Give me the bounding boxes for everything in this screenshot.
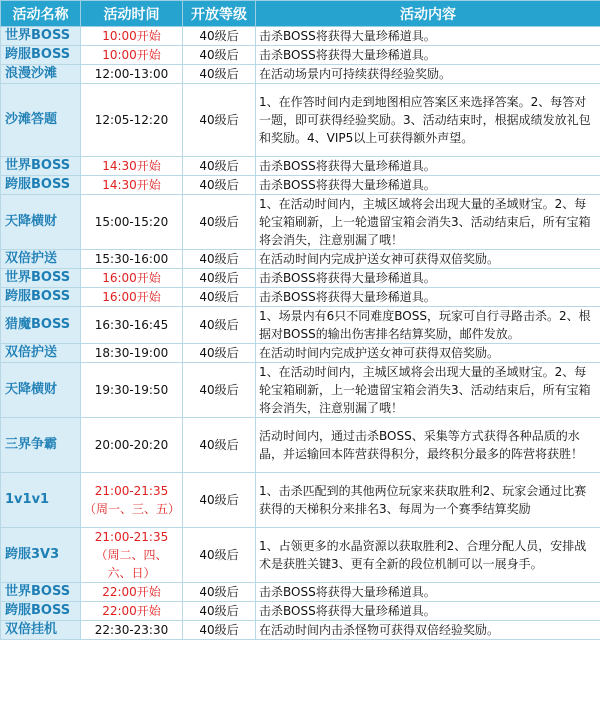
table-row: [1, 583, 600, 602]
activity-content-cell: 击杀BOSS将获得大量珍稀道具。: [256, 269, 600, 288]
activity-name-cell: 跨服BOSS: [1, 176, 81, 195]
header-activity-name: 活动名称: [1, 1, 81, 27]
table-row: [1, 307, 600, 344]
table-row: [1, 250, 600, 269]
activity-time-cell: 18:30-19:00: [81, 344, 183, 363]
table-row: [1, 621, 600, 640]
table-row: [1, 344, 600, 363]
activity-content-cell: 1、在作答时间内走到地图相应答案区来选择答案。2、每答对一题，即可获得经验奖励。3、活动结束时，根据成绩发放礼包和奖励。4、VIP5以上可获得额外声望。: [256, 84, 600, 157]
activity-name-cell: 双倍护送: [1, 344, 81, 363]
activity-content-cell: 击杀BOSS将获得大量珍稀道具。: [256, 46, 600, 65]
activity-content-cell: 1、在活动时间内，主城区域将会出现大量的圣域财宝。2、每轮宝箱刷新，上一轮遗留宝箱会消失3、活动结束后，所有宝箱将会消失，注意别漏了哦！: [256, 195, 600, 250]
activity-name-cell: 三界争霸: [1, 418, 81, 473]
table-row: [1, 176, 600, 195]
activity-name-cell: 世界BOSS: [1, 157, 81, 176]
activity-time-cell: 14:30开始: [81, 157, 183, 176]
table-row: [1, 27, 600, 46]
activity-content-cell: 活动时间内，通过击杀BOSS、采集等方式获得各种品质的水晶，并运输回本阵营获得积分，最终积分最多的阵营将获胜！: [256, 418, 600, 473]
activity-content-cell: 1、在活动时间内，主城区域将会出现大量的圣域财宝。2、每轮宝箱刷新，上一轮遗留宝箱会消失3、活动结束后，所有宝箱将会消失，注意别漏了哦！: [256, 363, 600, 418]
table-row: [1, 473, 600, 528]
activity-name-cell: 猎魔BOSS: [1, 307, 81, 344]
activity-content-cell: 击杀BOSS将获得大量珍稀道具。: [256, 288, 600, 307]
open-level-cell: 40级后: [183, 269, 256, 288]
table-header-row: [1, 1, 600, 27]
activity-time-cell: 14:30开始: [81, 176, 183, 195]
activity-content-cell: 1、占领更多的水晶资源以获取胜利2、合理分配人员，安排战术是获胜关键3、更有全新的段位机制可以一展身手。: [256, 528, 600, 583]
activity-name-cell: 跨服BOSS: [1, 602, 81, 621]
open-level-cell: 40级后: [183, 473, 256, 528]
activity-content-cell: 1、场景内有6只不同难度BOSS，玩家可自行寻路击杀。2、根据对BOSS的输出伤害排名结算奖励，邮件发放。: [256, 307, 600, 344]
header-activity-time: 活动时间: [81, 1, 183, 27]
activity-name-cell: 跨服BOSS: [1, 288, 81, 307]
activity-content-cell: 击杀BOSS将获得大量珍稀道具。: [256, 157, 600, 176]
activity-name-cell: 天降横财: [1, 363, 81, 418]
activity-time-cell: 22:00开始: [81, 602, 183, 621]
activity-name-cell: 跨服3V3: [1, 528, 81, 583]
activity-content-cell: 击杀BOSS将获得大量珍稀道具。: [256, 583, 600, 602]
table-row: [1, 46, 600, 65]
table-row: [1, 195, 600, 250]
activity-time-cell: 22:00开始: [81, 583, 183, 602]
activity-time-cell: 10:00开始: [81, 46, 183, 65]
open-level-cell: 40级后: [183, 176, 256, 195]
header-open-level: 开放等级: [183, 1, 256, 27]
header-activity-content: 活动内容: [256, 1, 600, 27]
table-row: [1, 418, 600, 473]
activity-content-cell: 击杀BOSS将获得大量珍稀道具。: [256, 176, 600, 195]
open-level-cell: 40级后: [183, 602, 256, 621]
table-row: [1, 602, 600, 621]
activity-time-cell: 16:00开始: [81, 288, 183, 307]
open-level-cell: 40级后: [183, 307, 256, 344]
table-row: [1, 269, 600, 288]
open-level-cell: 40级后: [183, 84, 256, 157]
activity-name-cell: 世界BOSS: [1, 583, 81, 602]
activity-time-cell: 16:30-16:45: [81, 307, 183, 344]
activity-content-cell: 击杀BOSS将获得大量珍稀道具。: [256, 602, 600, 621]
activity-name-cell: 天降横财: [1, 195, 81, 250]
activity-time-cell: 16:00开始: [81, 269, 183, 288]
open-level-cell: 40级后: [183, 195, 256, 250]
table-body: [1, 27, 600, 640]
table-row: [1, 288, 600, 307]
open-level-cell: 40级后: [183, 621, 256, 640]
activity-time-cell: 15:00-15:20: [81, 195, 183, 250]
activity-name-cell: 双倍护送: [1, 250, 81, 269]
activity-content-cell: 在活动时间内完成护送女神可获得双倍奖励。: [256, 344, 600, 363]
activity-time-cell: 19:30-19:50: [81, 363, 183, 418]
table-row: [1, 84, 600, 157]
activity-name-cell: 跨服BOSS: [1, 46, 81, 65]
open-level-cell: 40级后: [183, 418, 256, 473]
open-level-cell: 40级后: [183, 27, 256, 46]
activity-time-cell: 21:00-21:35（周二、四、六、日）: [81, 528, 183, 583]
activity-content-cell: 在活动时间内击杀怪物可获得双倍经验奖励。: [256, 621, 600, 640]
activity-time-cell: 21:00-21:35（周一、三、五）: [81, 473, 183, 528]
activity-name-cell: 世界BOSS: [1, 269, 81, 288]
activity-content-cell: 1、击杀匹配到的其他两位玩家来获取胜利2、玩家会通过比赛获得的天梯积分来排名3、每周为一个赛季结算奖励: [256, 473, 600, 528]
activity-time-cell: 22:30-23:30: [81, 621, 183, 640]
open-level-cell: 40级后: [183, 528, 256, 583]
open-level-cell: 40级后: [183, 46, 256, 65]
open-level-cell: 40级后: [183, 250, 256, 269]
activity-time-cell: 20:00-20:20: [81, 418, 183, 473]
open-level-cell: 40级后: [183, 288, 256, 307]
activity-name-cell: 1v1v1: [1, 473, 81, 528]
open-level-cell: 40级后: [183, 344, 256, 363]
activity-content-cell: 在活动时间内完成护送女神可获得双倍奖励。: [256, 250, 600, 269]
open-level-cell: 40级后: [183, 65, 256, 84]
activity-name-cell: 沙滩答题: [1, 84, 81, 157]
activity-time-cell: 10:00开始: [81, 27, 183, 46]
table-row: [1, 528, 600, 583]
table-row: [1, 65, 600, 84]
activity-content-cell: 击杀BOSS将获得大量珍稀道具。: [256, 27, 600, 46]
activity-name-cell: 浪漫沙滩: [1, 65, 81, 84]
activity-time-cell: 12:00-13:00: [81, 65, 183, 84]
activity-name-cell: 双倍挂机: [1, 621, 81, 640]
open-level-cell: 40级后: [183, 583, 256, 602]
open-level-cell: 40级后: [183, 363, 256, 418]
activity-time-cell: 12:05-12:20: [81, 84, 183, 157]
table-row: [1, 157, 600, 176]
table-row: [1, 363, 600, 418]
activity-time-cell: 15:30-16:00: [81, 250, 183, 269]
open-level-cell: 40级后: [183, 157, 256, 176]
activity-name-cell: 世界BOSS: [1, 27, 81, 46]
activity-content-cell: 在活动场景内可持续获得经验奖励。: [256, 65, 600, 84]
